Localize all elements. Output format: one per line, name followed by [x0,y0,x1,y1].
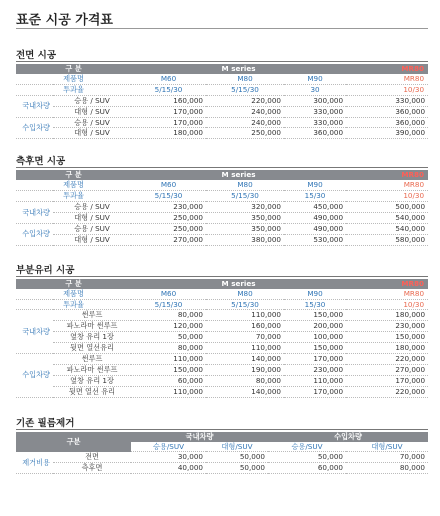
price-cell: 160,000 [131,95,206,106]
table-row [16,343,428,354]
transmittance-value: 10/30 [346,299,428,310]
price-cell: 540,000 [346,212,428,223]
section-divider [16,61,428,62]
removal-col-sub: 대형/SUV [206,442,268,452]
price-cell: 110,000 [284,375,346,386]
transmittance-label: 투과율 [16,84,131,95]
price-cell: 170,000 [131,106,206,117]
price-cell: 180,000 [131,128,206,139]
table-row [16,117,428,128]
transmittance-value: 5/15/30 [206,299,284,310]
product-name: M60 [131,74,206,84]
price-cell: 360,000 [346,117,428,128]
price-cell: 350,000 [206,223,284,234]
row-label: 승용 / SUV [53,95,131,106]
price-cell: 540,000 [346,223,428,234]
page-title: 표준 시공 가격표 [16,13,113,28]
price-cell: 330,000 [284,106,346,117]
removal-domestic-header: 국내차량 [131,432,268,442]
table-row [16,212,428,223]
price-cell: 50,000 [268,452,346,463]
row-label: 대형 / SUV [53,234,131,245]
price-cell: 490,000 [284,212,346,223]
product-row [16,289,428,299]
group-label: 수입차량 [16,223,53,245]
transmittance-label: 투과율 [16,191,131,202]
price-cell: 300,000 [284,95,346,106]
price-cell: 230,000 [284,364,346,375]
price-cell: 200,000 [284,321,346,332]
price-cell: 240,000 [206,106,284,117]
product-name: M90 [284,180,346,190]
product-row [16,180,428,190]
price-cell: 170,000 [346,375,428,386]
row-label: 뒷면 열선유리 [53,343,131,354]
series-header: M series [131,64,346,74]
price-cell: 100,000 [284,332,346,343]
row-label: 옆창 유리 1장 [53,375,131,386]
transmittance-value: 5/15/30 [206,191,284,202]
product-label: 제품명 [16,289,131,299]
price-table [16,170,428,245]
price-cell: 220,000 [346,386,428,397]
table-row [16,354,428,365]
table-row [16,386,428,397]
table-row [16,321,428,332]
transmittance-row [16,299,428,310]
price-cell: 170,000 [131,117,206,128]
removal-group-label: 제거비용 [16,452,53,474]
transmittance-value: 30 [284,84,346,95]
group-label: 수입차량 [16,354,53,398]
product-label: 제품명 [16,180,131,190]
table-row [16,106,428,117]
row-label: 전면 [53,452,131,463]
series-header-row [16,279,428,289]
price-cell: 250,000 [131,223,206,234]
group-label: 수입차량 [16,117,53,139]
removal-section-title: 기존 필름제거 [16,417,75,429]
price-cell: 180,000 [346,343,428,354]
price-cell: 110,000 [206,310,284,321]
table-row [16,364,428,375]
removal-col-sub: 승용/SUV [268,442,346,452]
price-cell: 150,000 [284,310,346,321]
group-label: 국내차량 [16,202,53,224]
price-cell: 30,000 [131,452,206,463]
row-label: 파노라마 썬루프 [53,321,131,332]
transmittance-row [16,191,428,202]
price-cell: 160,000 [206,321,284,332]
price-cell: 330,000 [284,117,346,128]
price-table [16,279,428,398]
section-title: 전면 시공 [16,50,57,61]
product-name: MR80 [346,180,428,190]
removal-col-sub: 승용/SUV [131,442,206,452]
price-cell: 220,000 [206,95,284,106]
row-label: 승용 / SUV [53,223,131,234]
price-cell: 150,000 [346,332,428,343]
product-name: M60 [131,180,206,190]
price-cell: 110,000 [206,343,284,354]
price-cell: 50,000 [206,463,268,474]
product-name: M60 [131,289,206,299]
removal-header-row [16,432,428,442]
removal-col-sub: 대형/SUV [346,442,428,452]
price-cell: 450,000 [284,202,346,213]
price-cell: 270,000 [346,364,428,375]
price-cell: 140,000 [206,386,284,397]
mr80-header: MR80 [346,64,428,74]
price-cell: 110,000 [131,386,206,397]
price-cell: 390,000 [346,128,428,139]
transmittance-value: 15/30 [284,299,346,310]
price-table [16,64,428,139]
price-cell: 170,000 [284,354,346,365]
price-cell: 110,000 [131,354,206,365]
gubun-header: 구 분 [16,64,131,74]
table-row [16,234,428,245]
transmittance-label: 투과율 [16,299,131,310]
price-cell: 220,000 [346,354,428,365]
section-title: 부분유리 시공 [16,264,75,276]
product-name: M80 [206,74,284,84]
transmittance-value: 15/30 [284,191,346,202]
product-name: M90 [284,74,346,84]
price-cell: 70,000 [206,332,284,343]
price-cell: 250,000 [206,128,284,139]
row-label: 썬루프 [53,354,131,365]
price-cell: 180,000 [346,310,428,321]
price-cell: 170,000 [284,386,346,397]
price-cell: 250,000 [131,212,206,223]
price-cell: 50,000 [131,332,206,343]
product-name: MR80 [346,289,428,299]
price-cell: 490,000 [284,223,346,234]
row-label: 뒷면 열선 유리 [53,386,131,397]
mr80-header: MR80 [346,279,428,289]
price-cell: 150,000 [284,343,346,354]
series-header-row [16,170,428,180]
price-cell: 350,000 [206,212,284,223]
table-row [16,128,428,139]
row-label: 승용 / SUV [53,117,131,128]
transmittance-value: 5/15/30 [131,84,206,95]
section-divider [16,167,428,168]
row-label: 옆창 유리 1장 [53,332,131,343]
price-cell: 320,000 [206,202,284,213]
product-name: M80 [206,289,284,299]
transmittance-value: 10/30 [346,84,428,95]
transmittance-value: 5/15/30 [131,191,206,202]
product-name: MR80 [346,74,428,84]
removal-gubun-header: 구분 [16,432,131,452]
sections-container [16,47,428,398]
row-label: 승용 / SUV [53,202,131,213]
section-divider [16,276,428,277]
price-cell: 500,000 [346,202,428,213]
group-label: 국내차량 [16,95,53,117]
removal-price-table [16,432,428,475]
table-row [16,463,428,474]
transmittance-value: 5/15/30 [131,299,206,310]
price-cell: 270,000 [131,234,206,245]
section-title: 측후면 시공 [16,156,66,168]
series-header-row [16,64,428,74]
group-label: 국내차량 [16,310,53,354]
price-cell: 140,000 [206,354,284,365]
transmittance-value: 10/30 [346,191,428,202]
price-cell: 70,000 [346,452,428,463]
price-cell: 330,000 [346,95,428,106]
price-cell: 230,000 [346,321,428,332]
product-row [16,74,428,84]
gubun-header: 구 분 [16,279,131,289]
table-row [16,310,428,321]
price-cell: 40,000 [131,463,206,474]
price-cell: 360,000 [284,128,346,139]
table-row [16,452,428,463]
row-label: 대형 / SUV [53,106,131,117]
price-cell: 80,000 [131,343,206,354]
price-cell: 360,000 [346,106,428,117]
price-cell: 120,000 [131,321,206,332]
row-label: 대형 / SUV [53,212,131,223]
row-label: 대형 / SUV [53,128,131,139]
price-cell: 530,000 [284,234,346,245]
table-row [16,95,428,106]
removal-section-divider [16,429,428,430]
price-cell: 80,000 [206,375,284,386]
table-row [16,223,428,234]
transmittance-value: 5/15/30 [206,84,284,95]
product-label: 제품명 [16,74,131,84]
removal-imported-header: 수입차량 [268,432,428,442]
price-cell: 80,000 [131,310,206,321]
price-cell: 50,000 [206,452,268,463]
price-cell: 230,000 [131,202,206,213]
price-cell: 60,000 [131,375,206,386]
price-cell: 60,000 [268,463,346,474]
table-row [16,332,428,343]
product-name: M90 [284,289,346,299]
price-cell: 580,000 [346,234,428,245]
product-name: M80 [206,180,284,190]
title-divider [16,28,428,29]
gubun-header: 구 분 [16,170,131,180]
row-label: 썬루프 [53,310,131,321]
row-label: 측후면 [53,463,131,474]
series-header: M series [131,170,346,180]
series-header: M series [131,279,346,289]
table-row [16,202,428,213]
row-label: 파노라마 썬루프 [53,364,131,375]
table-row [16,375,428,386]
price-cell: 80,000 [346,463,428,474]
price-cell: 240,000 [206,117,284,128]
mr80-header: MR80 [346,170,428,180]
price-cell: 190,000 [206,364,284,375]
price-cell: 150,000 [131,364,206,375]
price-cell: 380,000 [206,234,284,245]
transmittance-row [16,84,428,95]
